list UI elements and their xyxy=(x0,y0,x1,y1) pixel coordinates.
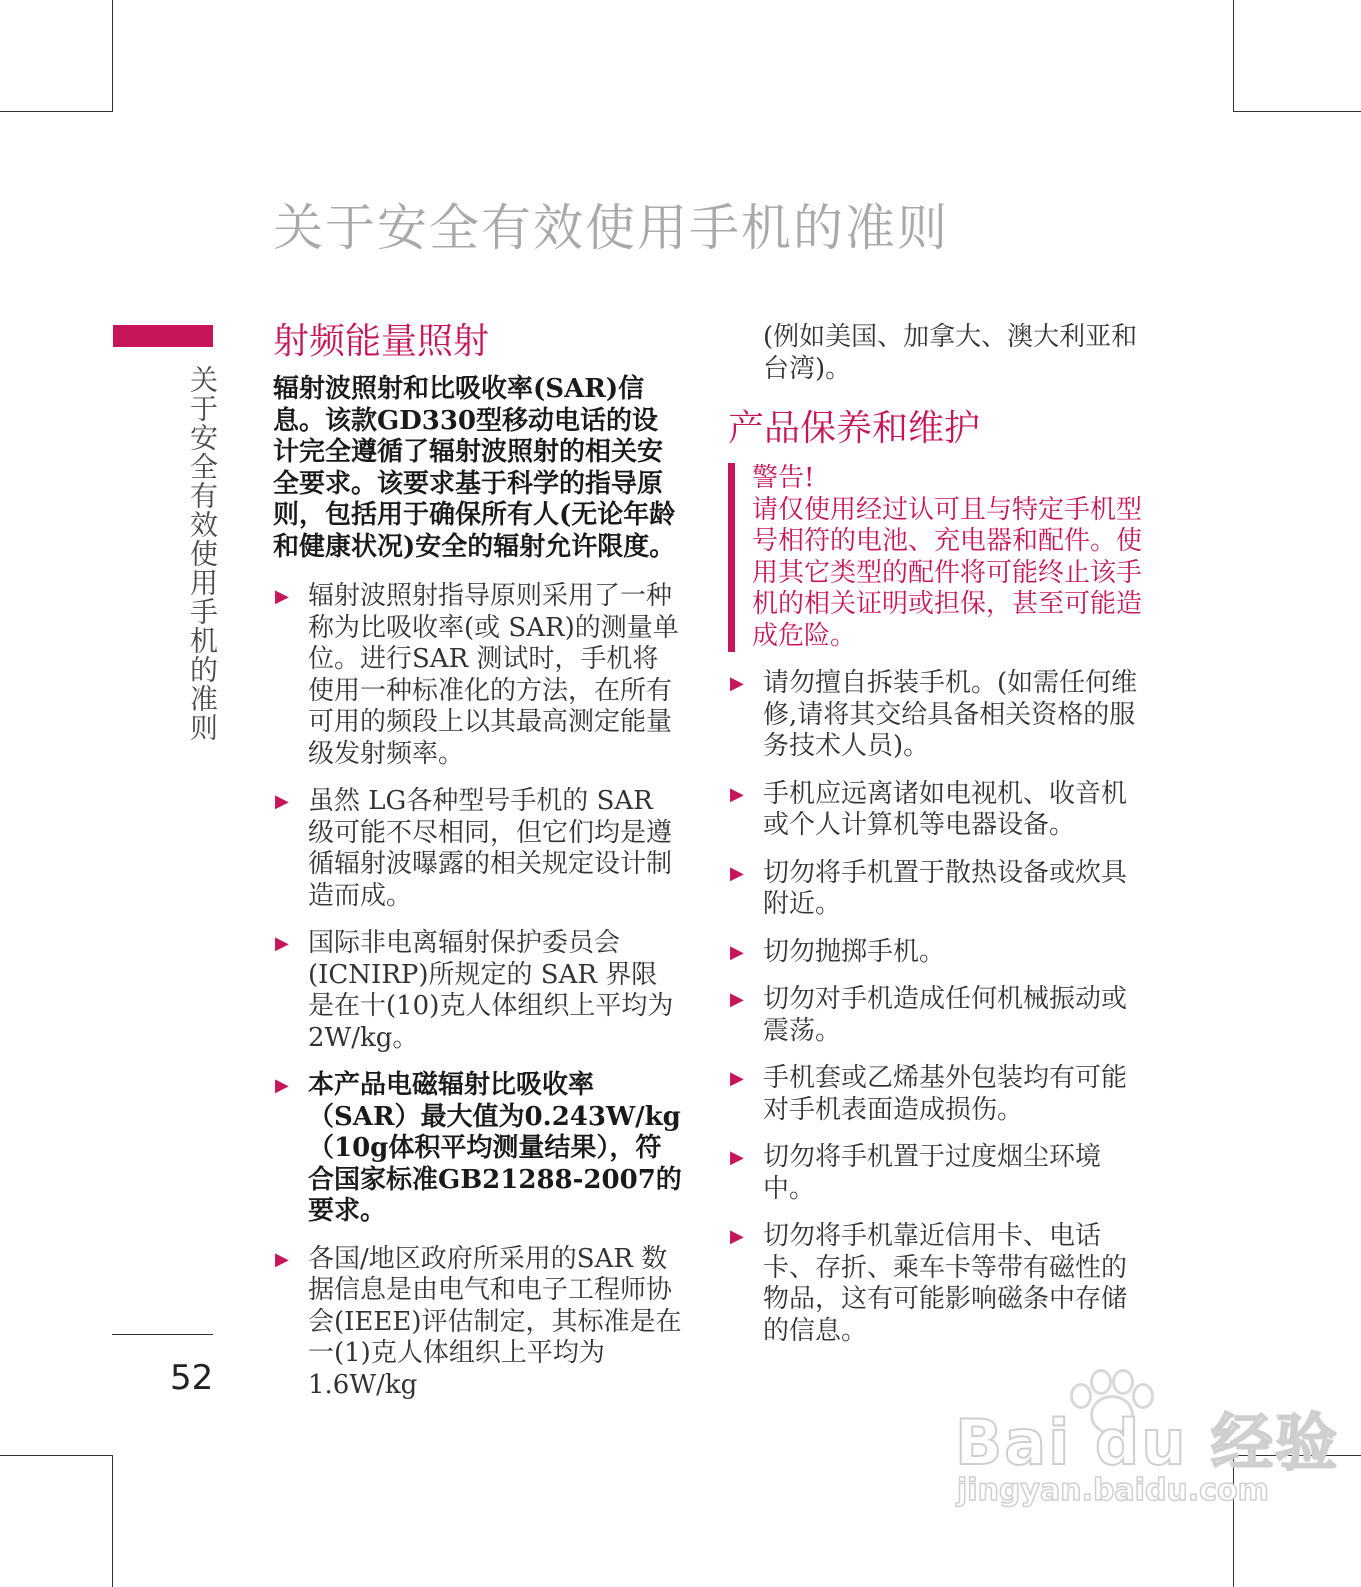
warning-title: 警告! xyxy=(752,463,815,493)
rf-continued-text: (例如美国、加拿大、澳大利亚和台湾)。 xyxy=(763,322,1138,384)
rf-bullet-list xyxy=(273,581,683,1401)
triangle-bullet-icon: ▶ xyxy=(275,791,289,812)
list-item: ▶ 本产品电磁辐射比吸收率（SAR）最大值为0.243W/kg（10g体积平均测量结果），符合国家标准GB21288-2007的要求。 xyxy=(275,1070,682,1226)
list-item: ▶ 切勿将手机置于散热设备或炊具附近。 xyxy=(730,857,1128,919)
crop-mark xyxy=(0,1455,113,1456)
triangle-bullet-icon: ▶ xyxy=(275,1248,289,1270)
triangle-bullet-icon: ▶ xyxy=(730,1147,744,1168)
left-column xyxy=(273,320,683,1401)
crop-mark xyxy=(112,1455,113,1587)
triangle-bullet-icon: ▶ xyxy=(730,783,744,805)
triangle-bullet-icon: ▶ xyxy=(275,586,289,607)
watermark-domain: jingyan.baidu.com xyxy=(957,1473,1269,1508)
triangle-bullet-icon: ▶ xyxy=(730,862,744,884)
rf-section-heading: 射频能量照射 xyxy=(273,321,490,362)
triangle-bullet-icon: ▶ xyxy=(730,941,744,963)
list-item: ▶ 切勿抛掷手机。 xyxy=(730,936,946,967)
crop-mark xyxy=(112,0,113,112)
care-bullet-list xyxy=(728,668,1148,1347)
list-item: ▶ 国际非电离辐射保护委员会(ICNIRP)所规定的 SAR 界限是在十(10)克人体组织上平均为2W/kg。 xyxy=(275,928,674,1053)
list-item: ▶ 切勿对手机造成任何机械振动或震荡。 xyxy=(730,984,1128,1046)
right-column xyxy=(728,322,1148,1347)
warning-box xyxy=(728,463,1148,652)
page-number: 52 xyxy=(170,1358,214,1398)
rf-intro: 辐射波照射和比吸收率(SAR)信息。该款GD330型移动电话的设计完全遵循了辐射波照射的相关安全要求。该要求基于科学的指导原则，包括用于确保所有人(无论年龄和健康状况)安全的辐射允许限度。 xyxy=(273,374,676,562)
side-title: 关于安全有效使用手机的准则 xyxy=(186,365,219,742)
triangle-bullet-icon: ▶ xyxy=(275,1075,289,1096)
crop-mark xyxy=(1233,0,1234,112)
page-title: 关于安全有效使用手机的准则 xyxy=(273,199,949,257)
crop-mark xyxy=(1233,111,1361,112)
care-section-heading: 产品保养和维护 xyxy=(728,408,981,449)
list-item: ▶ 切勿将手机靠近信用卡、电话卡、存折、乘车卡等带有磁性的物品，这有可能影响磁条中存储的信息。 xyxy=(730,1221,1128,1346)
baidu-jingyan-watermark xyxy=(955,1365,1340,1515)
crop-mark xyxy=(0,111,113,112)
watermark-brand: Bai du 经验 xyxy=(955,1406,1340,1479)
triangle-bullet-icon: ▶ xyxy=(730,1068,744,1089)
side-accent-bar xyxy=(113,325,213,347)
list-item: ▶ 辐射波照射指导原则采用了一种称为比吸收率(或 SAR)的测量单位。进行SAR 测试时，手机将使用一种标准化的方法，在所有可用的频段上以其最高测定能量级发射频率。 xyxy=(275,581,679,769)
warning-text: 请仅使用经过认可且与特定手机型号相符的电池、充电器和配件。使用其它类型的配件将可能终止该手机的相关证明或担保，甚至可能造成危险。 xyxy=(752,494,1143,651)
list-item: ▶ 请勿擅自拆装手机。(如需任何维修,请将其交给具备相关资格的服务技术人员)。 xyxy=(730,668,1138,761)
triangle-bullet-icon: ▶ xyxy=(275,933,289,954)
list-item: ▶ 手机套或乙烯基外包装均有可能对手机表面造成损伤。 xyxy=(730,1063,1128,1125)
page-number-rule xyxy=(112,1334,213,1335)
list-item: ▶ 虽然 LG各种型号手机的 SAR 级可能不尽相同，但它们均是遵循辐射波曝露的相关规定设计制造而成。 xyxy=(275,786,673,911)
triangle-bullet-icon: ▶ xyxy=(730,989,744,1010)
list-item: ▶ 各国/地区政府所采用的SAR 数据信息是由电气和电子工程师协会(IEEE)评估制定，其标准是在一(1)克人体组织上平均为 1.6W/kg xyxy=(275,1243,682,1400)
triangle-bullet-icon: ▶ xyxy=(730,1226,744,1247)
list-item: ▶ 手机应远离诸如电视机、收音机或个人计算机等电器设备。 xyxy=(730,778,1128,840)
list-item: ▶ 切勿将手机置于过度烟尘环境中。 xyxy=(730,1142,1102,1204)
triangle-bullet-icon: ▶ xyxy=(730,673,744,694)
